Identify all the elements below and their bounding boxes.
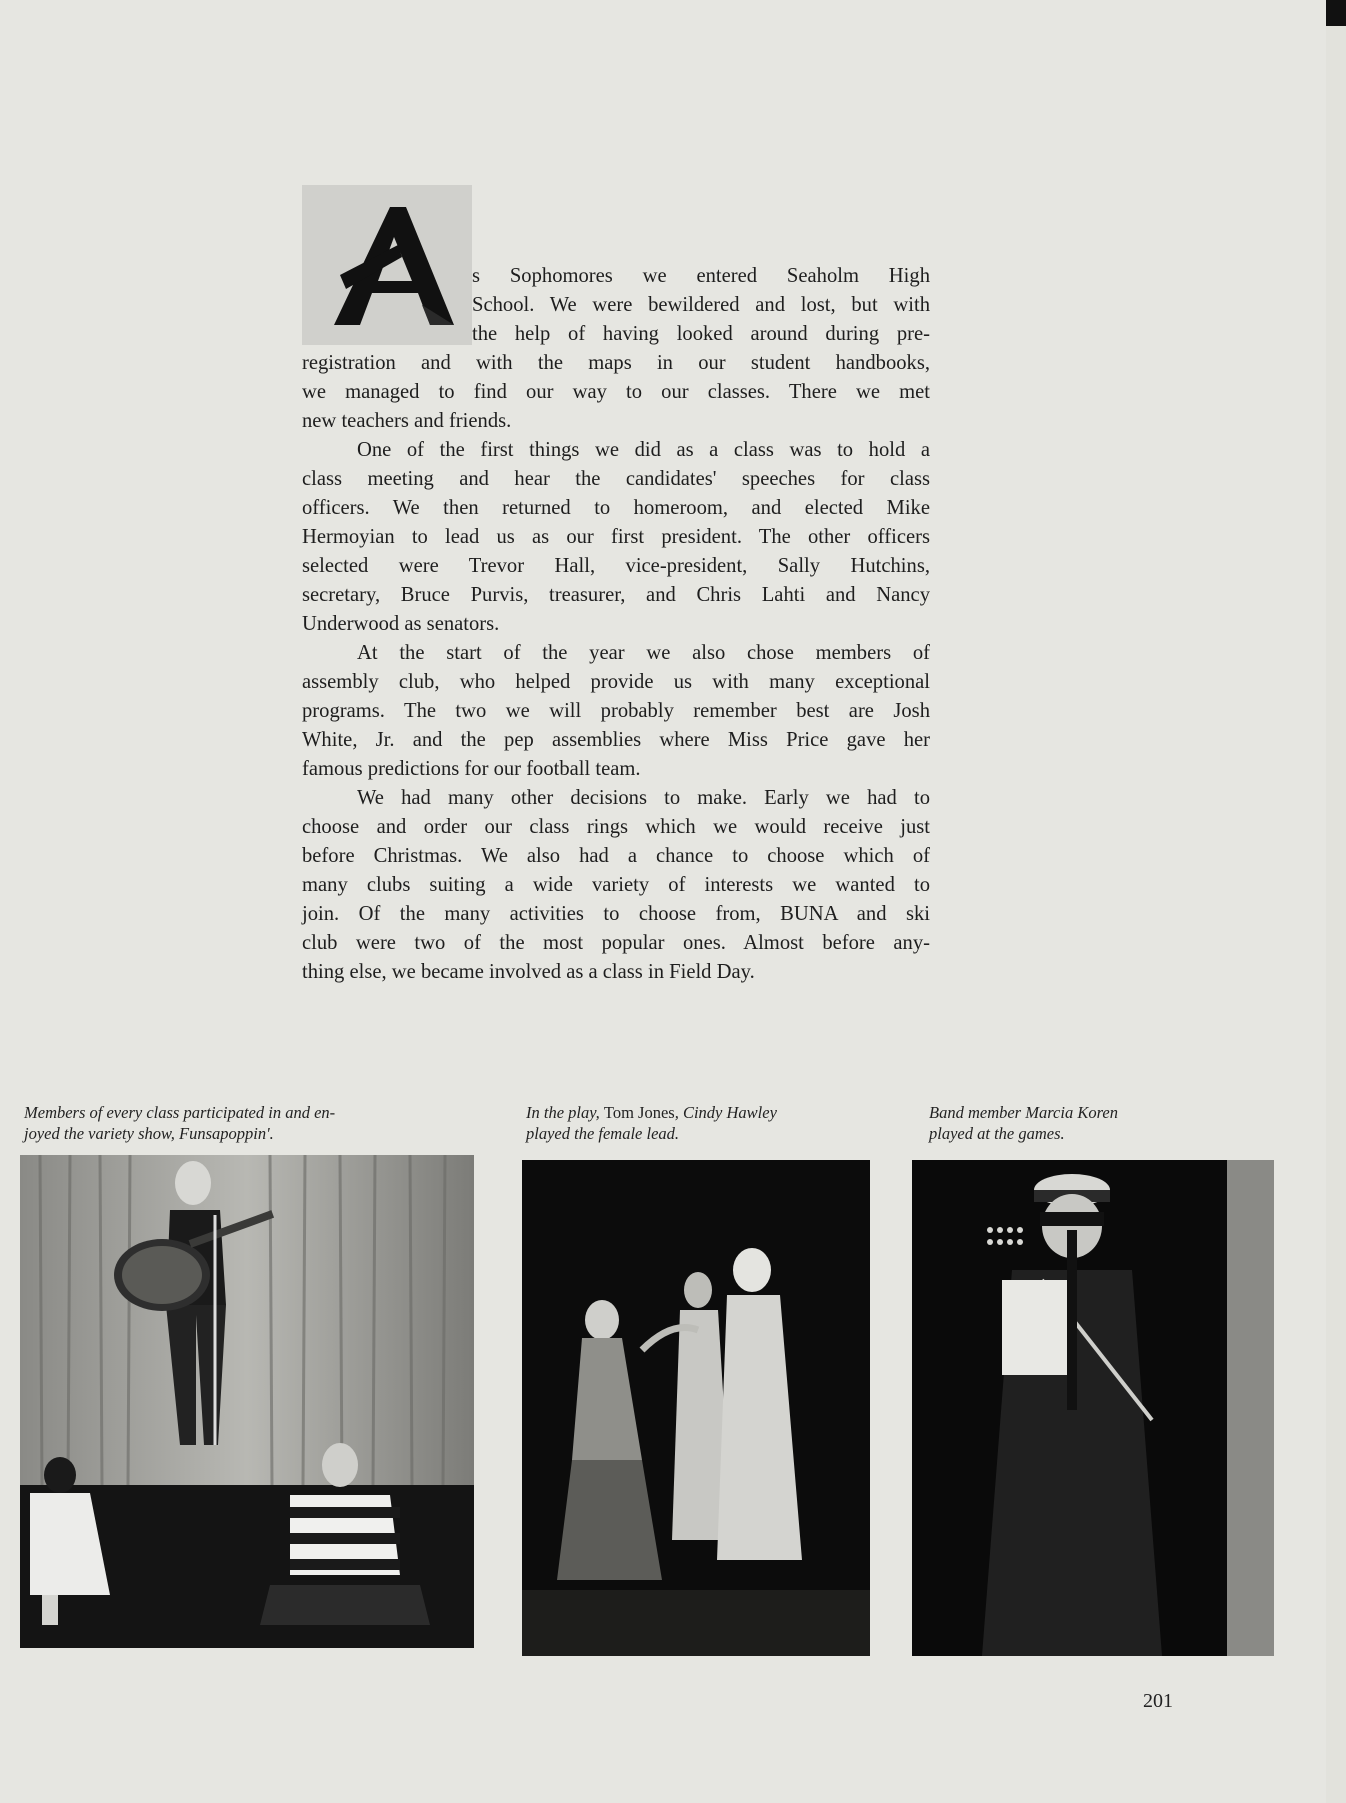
caption-text: In the play,: [526, 1103, 604, 1122]
article-paragraph: [302, 639, 930, 784]
article-line: Hermoyian to lead us as our first president. The other officers: [302, 526, 930, 548]
article-line: assembly club, who helped provide us with many exceptional: [302, 671, 930, 693]
article-line: selected were Trevor Hall, vice-president, Sally Hutchins,: [302, 555, 930, 577]
play-title: Tom Jones: [603, 1103, 675, 1122]
article-line: Underwood as senators.: [302, 613, 500, 635]
article-line: famous predictions for our football team.: [302, 758, 641, 780]
caption-play: [526, 1102, 886, 1144]
photo-variety-show: [20, 1155, 474, 1648]
page-edge: [1326, 0, 1346, 1803]
article-line: we managed to find our way to our classes. There we met: [302, 381, 930, 403]
article-line: secretary, Bruce Purvis, treasurer, and Chris Lahti and Nancy: [302, 584, 930, 606]
page-edge-shadow: [1326, 0, 1346, 26]
caption-line: Band member Marcia Koren: [929, 1103, 1118, 1122]
article-line: choose and order our class rings which we would receive just: [302, 816, 930, 838]
article-line: registration and with the maps in our student handbooks,: [302, 352, 930, 374]
article-line: before Christmas. We also had a chance to choose which of: [302, 845, 930, 867]
caption-line: played the female lead.: [526, 1124, 680, 1143]
caption-line: [526, 1102, 886, 1123]
article-line: join. Of the many activities to choose from, BUNA and ski: [302, 903, 930, 925]
caption-band: [929, 1102, 1229, 1144]
article-line: new teachers and friends.: [302, 410, 512, 432]
photo-band: [912, 1160, 1274, 1656]
page-number: 201: [1143, 1690, 1173, 1712]
caption-line: played at the games.: [929, 1124, 1065, 1143]
article-line: One of the first things we did as a class was to hold a: [357, 439, 930, 461]
article-paragraph: [302, 784, 930, 987]
article-line: s Sophomores we entered Seaholm High: [472, 265, 930, 287]
article-line: School. We were bewildered and lost, but with: [472, 294, 930, 316]
caption-text: , Cindy Hawley: [674, 1103, 777, 1122]
article-line: programs. The two we will probably remember best are Josh: [302, 700, 930, 722]
article-body: [302, 262, 930, 987]
caption-line: Members of every class participated in and en-: [24, 1103, 336, 1122]
article-line: thing else, we became involved as a class in Field Day.: [302, 961, 755, 983]
article-line: At the start of the year we also chose members of: [357, 642, 930, 664]
article-line: club were two of the most popular ones. Almost before any-: [302, 932, 930, 954]
photo-play: [522, 1160, 870, 1656]
article-paragraph: [302, 262, 930, 436]
article-paragraph: [302, 436, 930, 639]
article-line: We had many other decisions to make. Early we had to: [357, 787, 930, 809]
caption-line: joyed the variety show, Funsapoppin'.: [24, 1124, 274, 1143]
caption-variety-show: [24, 1102, 484, 1144]
article-line: the help of having looked around during pre-: [472, 323, 930, 345]
article-line: class meeting and hear the candidates' speeches for class: [302, 468, 930, 490]
article-line: officers. We then returned to homeroom, and elected Mike: [302, 497, 930, 519]
article-line: many clubs suiting a wide variety of interests we wanted to: [302, 874, 930, 896]
article-line: White, Jr. and the pep assemblies where Miss Price gave her: [302, 729, 930, 751]
